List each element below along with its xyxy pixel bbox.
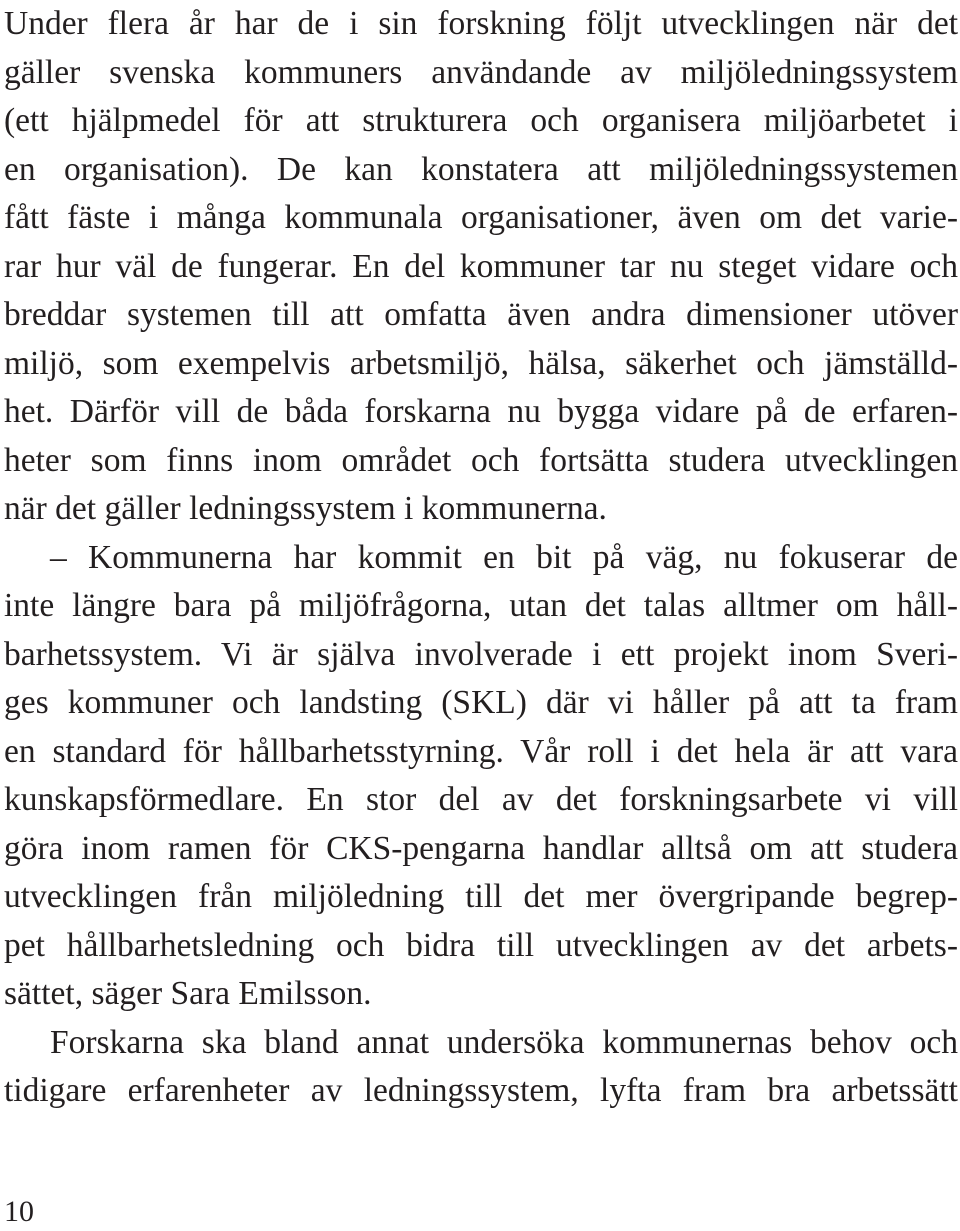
text-line: barhetssystem. Vi är själva involverade i ett projekt inom Sveri- <box>4 635 958 673</box>
text-line: het. Därför vill de båda forskarna nu bygga vidare på de erfaren- <box>4 393 958 430</box>
text-line: – Kommunerna har kommit en bit på väg, nu fokuserar de <box>50 538 958 576</box>
text-line: sättet, säger Sara Emilsson. <box>4 975 372 1012</box>
text-line: tidigare erfarenheter av ledningssystem, lyfta fram bra arbetssätt <box>4 1072 958 1109</box>
text-line: ges kommuner och landsting (SKL) där vi håller på att ta fram <box>4 684 958 721</box>
text-line: Under flera år har de i sin forskning följt utvecklingen när det <box>4 5 958 42</box>
text-line: inte längre bara på miljöfrågorna, utan det talas alltmer om håll- <box>4 587 958 624</box>
text-line: pet hållbarhetsledning och bidra till utvecklingen av det arbets- <box>4 926 958 964</box>
text-line: en standard för hållbarhetsstyrning. Vår roll i det hela är att vara <box>4 732 958 770</box>
text-line: Forskarna ska bland annat undersöka kommunernas behov och <box>50 1023 958 1061</box>
text-line: när det gäller ledningssystem i kommunerna. <box>4 490 607 527</box>
text-line: breddar systemen till att omfatta även andra dimensioner utöver <box>4 296 958 333</box>
page-number: 10 <box>4 1195 34 1228</box>
text-line: (ett hjälpmedel för att strukturera och organisera miljöarbetet i <box>4 102 958 139</box>
text-line: rar hur väl de fungerar. En del kommuner tar nu steget vidare och <box>4 247 958 285</box>
text-line: utvecklingen från miljöledning till det mer övergripande begrep- <box>4 878 958 915</box>
text-line: en organisation). De kan konstatera att miljöledningssystemen <box>4 150 958 188</box>
text-line: gäller svenska kommuners användande av miljöledningssystem <box>4 53 958 91</box>
text-line: heter som finns inom området och fortsätta studera utvecklingen <box>4 441 958 479</box>
article-body <box>4 0 958 1116</box>
text-line: göra inom ramen för CKS-pengarna handlar alltså om att studera <box>4 829 958 867</box>
text-line: kunskapsförmedlare. En stor del av det forskningsarbete vi vill <box>4 781 958 818</box>
text-line: miljö, som exempelvis arbetsmiljö, hälsa, säkerhet och jämställd- <box>4 344 958 382</box>
text-line: fått fäste i många kommunala organisationer, även om det varie- <box>4 199 958 236</box>
